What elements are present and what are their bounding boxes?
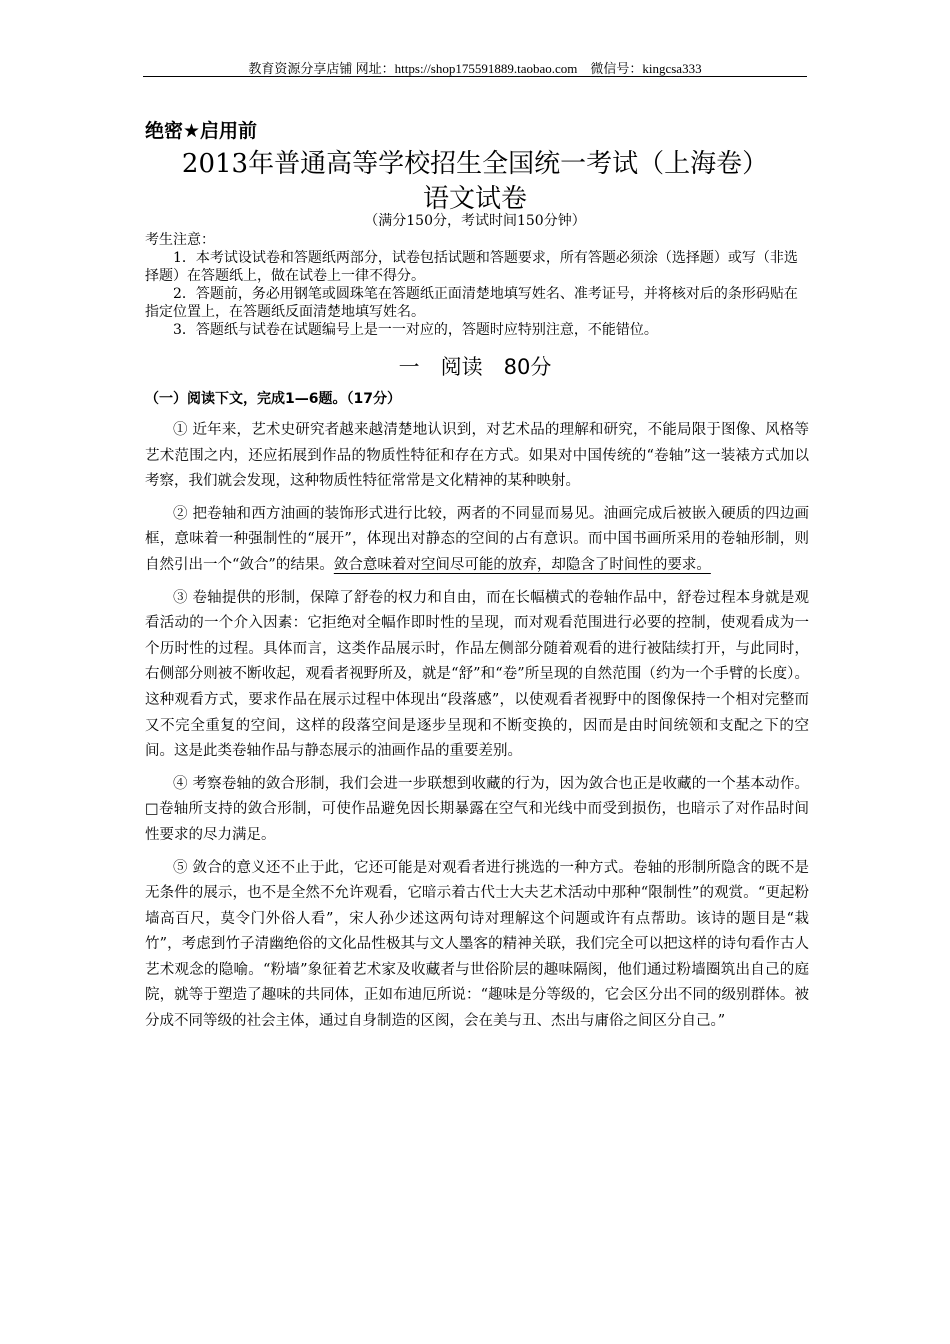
header-divider [143,76,807,77]
paragraph-2 [145,502,809,579]
paragraph-3: ③ 卷轴提供的形制，保障了舒卷的权力和自由，而在长幅横式的卷轴作品中，舒卷过程本身就是观看活动的一个介入因素：它拒绝对全幅作即时性的呈现，而对观看范围进行必要的控制，使观看成为一个历时性的过程。具体而言，这类作品展示时，作品左侧部分随着观看的进行被陆续打开，与此同时，右侧部分则被不断收起，观看者视野所及，就是“舒”和“卷”所呈现的自然范围（约为一个手臂的长度）。这种观看方式，要求作品在展示过程中体现出“段落感”，以使观看者视野中的图像保持一个相对完整而又不完全重复的空间，这样的段落空间是逐步呈现和不断变换的，因而是由时间统领和支配之下的空间。这是此类卷轴作品与静态展示的油画作品的重要差别。 [145,589,809,760]
paragraph-1: ① 近年来，艺术史研究者越来越清楚地认识到，对艺术品的理解和研究，不能局限于图像、风格等艺术范围之内，还应拓展到作品的物质性特征和存在方式。如果对中国传统的“卷轴”这一装裱方式加以考察，我们就会发现，这种物质性特征常常是文化精神的某种映射。 [145,422,809,490]
notice-item: 2．答题前，务必用钢笔或圆珠笔在答题纸正面清楚地填写姓名、准考证号，并将核对后的条形码贴在指定位置上，在答题纸反面清楚地填写姓名。 [145,286,798,320]
paragraph-2-text: ② 把卷轴和西方油画的装饰形式进行比较，两者的不同显而易见。油画完成后被嵌入硬质的四边画框，意味着一种强制性的“展开”，体现出对静态的空间的占有意识。而中国书画所采用的卷轴形制，则自然引出一个“敛合”的结果。 [145,505,809,573]
score-info: （满分150分，考试时间150分钟） [364,213,586,229]
article-body [145,418,809,1042]
page-header: 教育资源分享店铺 网址：https://shop175591889.taobao.com 微信号：kingcsa333 [248,61,702,76]
paragraph-5: ⑤ 敛合的意义还不止于此，它还可能是对观看者进行挑选的一种方式。卷轴的形制所隐含的既不是无条件的展示，也不是全然不允许观看，它暗示着古代士大夫艺术活动中那种“限制性”的观赏。“更起粉墙高百尺，莫令门外俗人看”，宋人孙少述这两句诗对理解这个问题或许有点帮助。该诗的题目是“栽竹”，考虑到竹子清幽绝俗的文化品性极其与文人墨客的精神关联，我们完全可以把这样的诗句看作古人艺术观念的隐喻。“粉墙”象征着艺术家及收藏者与世俗阶层的趣味隔阂，他们通过粉墙圈筑出自己的庭院，就等于塑造了趣味的共同体，正如布迪厄所说：“趣味是分等级的，它会区分出不同的级别群体。被分成不同等级的社会主体，通过自身制造的区阂，会在美与丑、杰出与庸俗之间区分自己。” [145,859,809,1030]
underlined-sentence: 敛合意味着对空间尽可能的放弃，却隐含了时间性的要求。 [333,556,711,573]
section-title: 一 阅读 80分 [398,355,552,379]
exam-title: 2013年普通高等学校招生全国统一考试（上海卷） [181,149,769,179]
notice-label: 考生注意： [145,232,215,248]
part-title: （一）阅读下文，完成1—6题。（17分） [145,391,401,407]
notice-block [145,231,809,339]
exam-subtitle: 语文试卷 [422,184,527,214]
paragraph-4: ④ 考察卷轴的敛合形制，我们会进一步联想到收藏的行为，因为敛合也正是收藏的一个基本动作。□卷轴所支持的敛合形制，可使作品避免因长期暴露在空气和光线中而受到损伤，也暗示了对作品时间性要求的尽力满足。 [145,775,809,843]
notice-item: 1．本考试设试卷和答题纸两部分，试卷包括试题和答题要求，所有答题必须涂（选择题）或写（非选择题）在答题纸上，做在试卷上一律不得分。 [145,250,798,284]
confidential-label: 绝密★启用前 [145,120,258,142]
notice-item: 3．答题纸与试卷在试题编号上是一一对应的，答题时应特别注意，不能错位。 [173,322,658,338]
